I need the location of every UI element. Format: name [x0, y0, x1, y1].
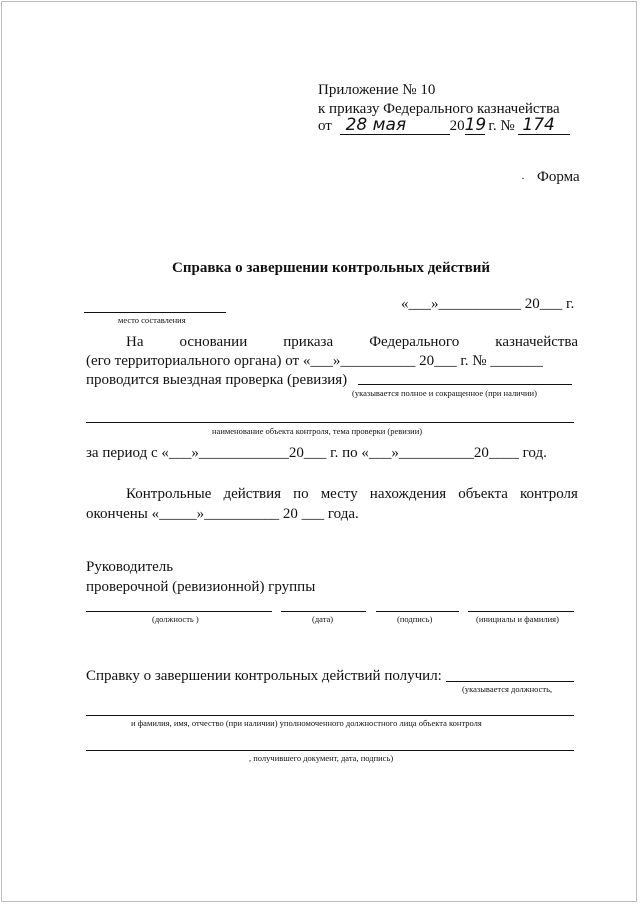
- appendix-number: Приложение № 10: [318, 82, 436, 98]
- handwritten-year: 19: [464, 115, 487, 135]
- group-label: проверочной (ревизионной) группы: [86, 579, 316, 595]
- paragraph2-line1: [126, 485, 578, 503]
- signature-caption: (подпись): [397, 614, 433, 624]
- word: Контрольные: [126, 486, 212, 502]
- received-line3: [86, 750, 574, 751]
- position-line: [86, 611, 272, 612]
- head-label: Руководитель: [86, 559, 174, 575]
- place-line: [84, 312, 226, 313]
- year-prefix: 20: [449, 118, 465, 134]
- word: объекта: [458, 486, 508, 502]
- order-reference: к приказу Федерального казначейства: [318, 101, 560, 117]
- name-line: [468, 611, 574, 612]
- word: месту: [320, 486, 358, 502]
- position-caption: (должность ): [152, 614, 199, 624]
- word: контроля: [519, 486, 578, 502]
- object-caption1: (указывается полное и сокращенное (при наличии): [352, 388, 537, 398]
- date-sign-line: [281, 611, 366, 612]
- paragraph2-line2: окончены «_____»__________ 20 ___ года.: [86, 506, 359, 522]
- received-caption3: , получившего документ, дата, подпись): [249, 753, 394, 763]
- date-caption: (дата): [312, 614, 334, 624]
- word: по: [293, 486, 309, 502]
- word: Федерального: [369, 334, 460, 350]
- received-label: Справку о завершении контрольных действий получил:: [86, 668, 442, 684]
- period-line: за период с «___»____________20___ г. по «___»__________20____ год.: [86, 445, 547, 461]
- handwritten-number: 174: [518, 117, 570, 135]
- name-caption: (инициалы и фамилия): [476, 614, 559, 624]
- paragraph1-line3: проводится выездная проверка (ревизия): [86, 372, 348, 388]
- word: действия: [223, 486, 282, 502]
- paragraph1-line2: (его территориального органа) от «___»__________ 20___ г. № _______: [86, 353, 543, 369]
- place-caption: место составления: [118, 315, 186, 325]
- order-date-line: [318, 117, 570, 135]
- date-fill-line: «___»___________ 20___ г.: [401, 296, 575, 312]
- received-caption2: и фамилия, имя, отчество (при наличии) уполномоченного должностного лица объекта контроля: [131, 718, 482, 728]
- received-line2: [86, 715, 574, 716]
- word: На: [126, 334, 144, 350]
- paragraph1-line1: [126, 333, 578, 351]
- object-name-line2: [86, 422, 574, 423]
- object-caption2: наименование объекта контроля, тема проверки (ревизии): [212, 426, 423, 436]
- word: основании: [179, 334, 248, 350]
- word: казначейства: [495, 334, 578, 350]
- object-name-line: [358, 384, 572, 385]
- dot-mark: ·: [521, 171, 525, 185]
- handwritten-day-month: 28 мая: [340, 117, 450, 135]
- word: приказа: [283, 334, 334, 350]
- year-suffix: г. №: [488, 118, 515, 134]
- document-title: Справка о завершении контрольных действий: [172, 260, 490, 276]
- form-label: Форма: [537, 169, 580, 185]
- from-prefix: от: [318, 118, 332, 134]
- received-caption1: (указывается должность,: [462, 684, 553, 694]
- signature-line: [376, 611, 459, 612]
- received-line: [446, 681, 574, 682]
- word: нахождения: [369, 486, 447, 502]
